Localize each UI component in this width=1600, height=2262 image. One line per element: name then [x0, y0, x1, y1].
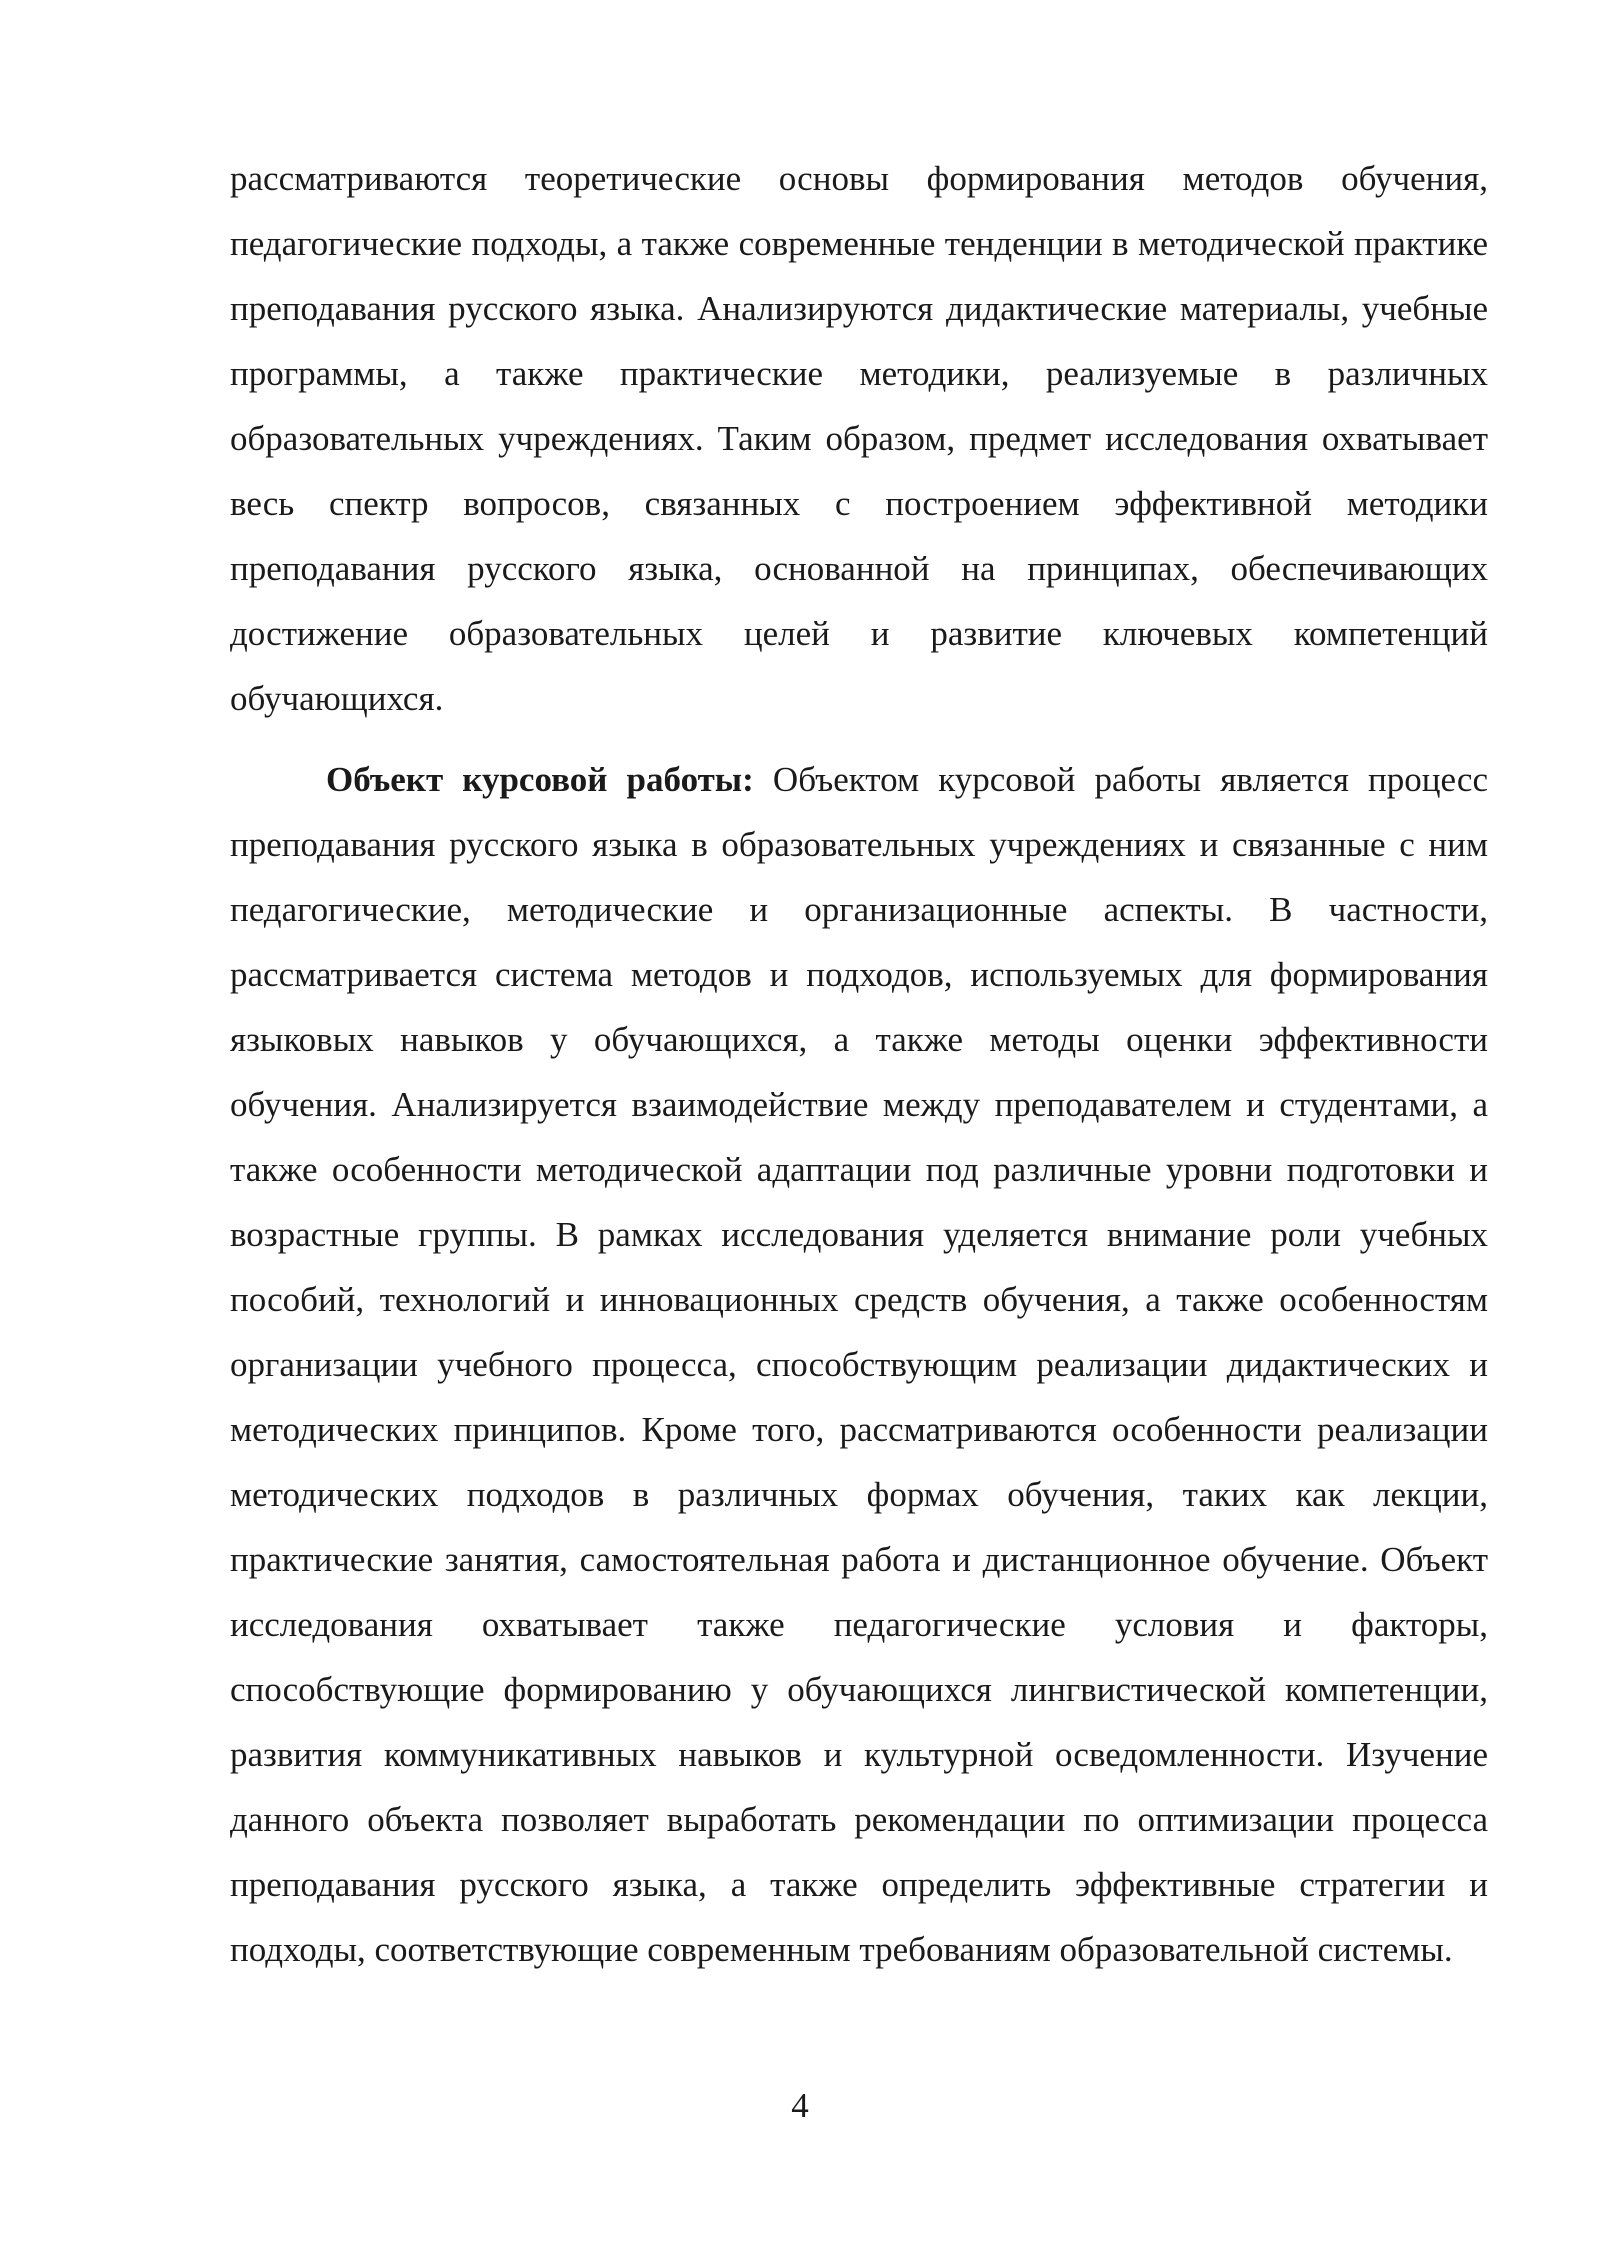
page-number: 4	[791, 2086, 809, 2125]
paragraph-body-text: Объектом курсовой работы является процесс преподавания русского языка в образовательных учреждениях и связанные с ним педагогические, методические и организационные аспекты. В частности, рассматривается система методов и подходов, используемых для формирования языковых навыков у обучающихся, а также методы оценки эффективности обучения. Анализируется взаимодействие между преподавателем и студентами, а также особенности методической адаптации под различные уровни подготовки и возрастные группы. В рамках исследования уделяется внимание роли учебных пособий, технологий и инновационных средств обучения, а также особенностям организации учебного процесса, способствующим реализации дидактических и методических принципов. Кроме того, рассматриваются особенности реализации методических подходов в различных формах обучения, таких как лекции, практические занятия, самостоятельная работа и дистанционное обучение. Объект исследования охватывает также педагогические условия и факторы, способствующие формированию у обучающихся лингвистической компетенции, развития коммуникативных навыков и культурной осведомленности. Изучение данного объекта позволяет выработать рекомендации по оптимизации процесса преподавания русского языка, а также определить эффективные стратегии и подходы, соответствующие современным требованиям образовательной системы.	[230, 760, 1488, 1969]
document-body	[230, 146, 1488, 1982]
paragraph-lead-heading: Объект курсовой работы:	[326, 760, 754, 799]
paragraph-subject-continuation: рассматриваются теоретические основы формирования методов обучения, педагогические подходы, а также современные тенденции в методической практике преподавания русского языка. Анализируются дидактические материалы, учебные программы, а также практические методики, реализуемые в различных образовательных учреждениях. Таким образом, предмет исследования охватывает весь спектр вопросов, связанных с построением эффективной методики преподавания русского языка, основанной на принципах, обеспечивающих достижение образовательных целей и развитие ключевых компетенций обучающихся.	[230, 159, 1488, 718]
paragraph-object-of-work	[230, 747, 1488, 1982]
